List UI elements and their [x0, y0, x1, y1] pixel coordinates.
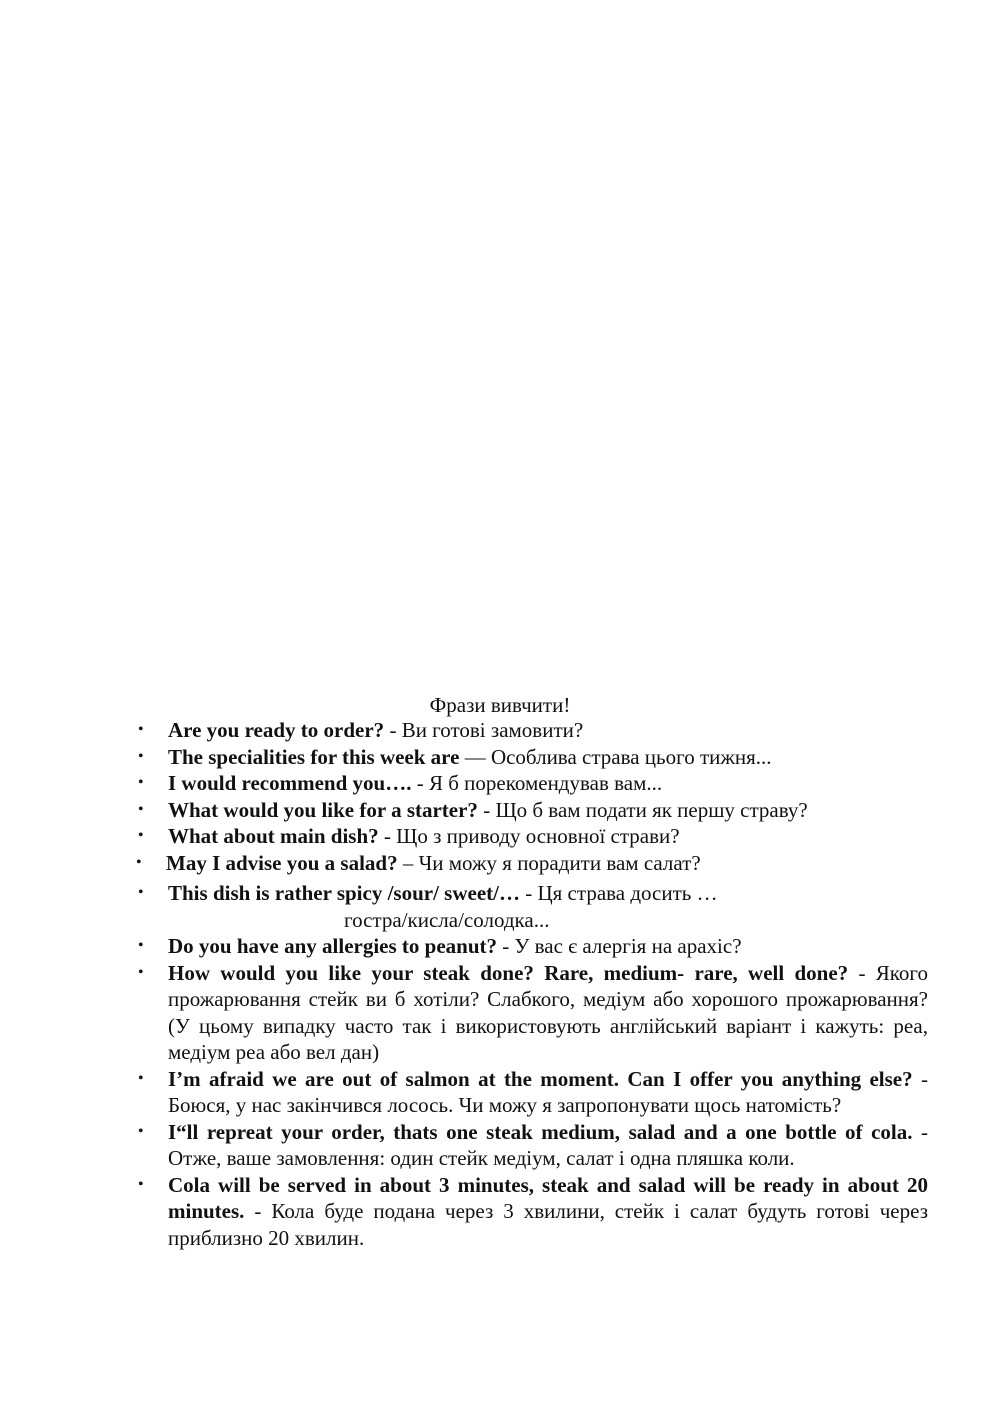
list-item: • I’m afraid we are out of salmon at the moment. Can I offer you anything else? - Боюся, у нас закінчився лосось. Чи можу я запропонувати щось натомість? — [138, 1066, 928, 1117]
list-item: • What about main dish? - Що з приводу основної страви? — [138, 824, 680, 848]
phrase-english: The specialities for this week are — [168, 744, 460, 769]
bullet-icon: • — [138, 827, 144, 844]
bullet-icon: • — [138, 774, 144, 791]
list-item: • This dish is rather spicy /sour/ sweet/… - Ця страва досить … гостра/кисла/солодка... — [0, 880, 928, 933]
phrase-ukrainian: Я б порекомендував вам... — [428, 771, 663, 795]
phrase-ukrainian: Ви готові замовити? — [401, 718, 584, 742]
phrase-english: Cola will be served in about 3 minutes, steak and salad will be ready in about 20 minutes. — [168, 1172, 928, 1223]
phrase-ukrainian: Чи можу я порадити вам салат? — [418, 850, 701, 875]
phrase-ukrainian: Боюся, у нас закінчився лосось. Чи можу я запропонувати щось натомість? — [168, 1093, 842, 1117]
bullet-icon: • — [138, 1122, 144, 1140]
list-item: • I“ll repreat your order, thats one steak medium, salad and a one bottle of cola. - Отже, ваше замовлення: один стейк медіум, салат і одна пляшка коли. — [138, 1119, 929, 1170]
bullet-icon: • — [138, 1175, 144, 1193]
phrase-list — [0, 717, 1000, 1251]
page-title: Фрази вивчити! — [429, 693, 571, 717]
list-item: • How would you like your steak done? Rare, medium- rare, well done? - Якого прожарювання стейк ви б хотіли? Слабкого, медіум або хорошого прожарювання? (У цьому випадку часто так і використовують англійський варіант і кажуть: реа, медіум реа або вел дан) — [138, 960, 928, 1064]
phrase-english: I’m afraid we are out of salmon at the moment. Can I offer you anything else? — [168, 1066, 913, 1091]
bullet-icon: • — [138, 800, 144, 818]
bullet-icon: • — [138, 884, 144, 901]
phrase-ukrainian: Особлива страва цього тижня... — [490, 744, 772, 769]
phrase-english: I“ll repreat your order, thats one steak medium, salad and a one bottle of cola. — [168, 1119, 913, 1144]
list-item: • May I advise you a salad? – Чи можу я порадити вам салат? — [136, 850, 701, 875]
phrase-ukrainian: Що з приводу основної страви? — [396, 824, 680, 848]
phrase-english: This dish is rather spicy /sour/ sweet/… — [168, 881, 520, 905]
phrase-english: How would you like your steak done? Rare, medium- rare, well done? — [168, 960, 849, 985]
phrase-ukrainian: Кола буде подана через 3 хвилини, стейк і салат будуть готові через приблизно 20 хвилин. — [168, 1199, 928, 1250]
bullet-icon: • — [138, 747, 144, 765]
bullet-icon: • — [138, 937, 144, 954]
bullet-icon: • — [138, 1069, 144, 1087]
list-item: • The specialities for this week are — Особлива страва цього тижня... — [138, 744, 772, 769]
phrase-english: What would you like for a starter? — [168, 797, 478, 822]
phrase-ukrainian-continuation: гостра/кисла/солодка... — [344, 907, 550, 932]
phrase-ukrainian: Якого прожарювання стейк ви б хотіли? Слабкого, медіум або хорошого прожарювання? (У цьому випадку часто так і використовують англійський варіант і кажуть: реа, медіум реа або вел дан) — [168, 960, 928, 1064]
phrase-english: Are you ready to order? — [168, 718, 385, 742]
bullet-icon: • — [136, 853, 142, 871]
list-item: • I would recommend you…. - Я б порекомендував вам... — [138, 771, 663, 795]
phrase-ukrainian: Отже, ваше замовлення: один стейк медіум, салат і одна пляшка коли. — [168, 1146, 795, 1170]
list-item: • What would you like for a starter? - Що б вам подати як першу страву? — [138, 797, 808, 822]
list-item: • Do you have any allergies to peanut? - У вас є алергія на арахіс? — [138, 934, 742, 958]
bullet-icon: • — [138, 963, 144, 981]
phrase-ukrainian: Ця страва досить … — [537, 881, 718, 905]
phrase-ukrainian: Що б вам подати як першу страву? — [495, 797, 808, 822]
phrase-english: What about main dish? — [168, 824, 384, 848]
phrase-english: I would recommend you…. — [168, 771, 412, 795]
list-item: • Cola will be served in about 3 minutes, steak and salad will be ready in about 20 minutes. - Кола буде подана через 3 хвилини, стейк і салат будуть готові через приблизно 20 хвилин. — [138, 1172, 928, 1250]
bullet-icon: • — [138, 721, 144, 738]
phrase-english: May I advise you a salad? — [166, 850, 398, 875]
phrase-ukrainian: У вас є алергія на арахіс? — [514, 934, 742, 958]
phrase-english: Do you have any allergies to peanut? — [168, 934, 498, 958]
list-item: • Are you ready to order? - Ви готові замовити? — [138, 718, 584, 742]
